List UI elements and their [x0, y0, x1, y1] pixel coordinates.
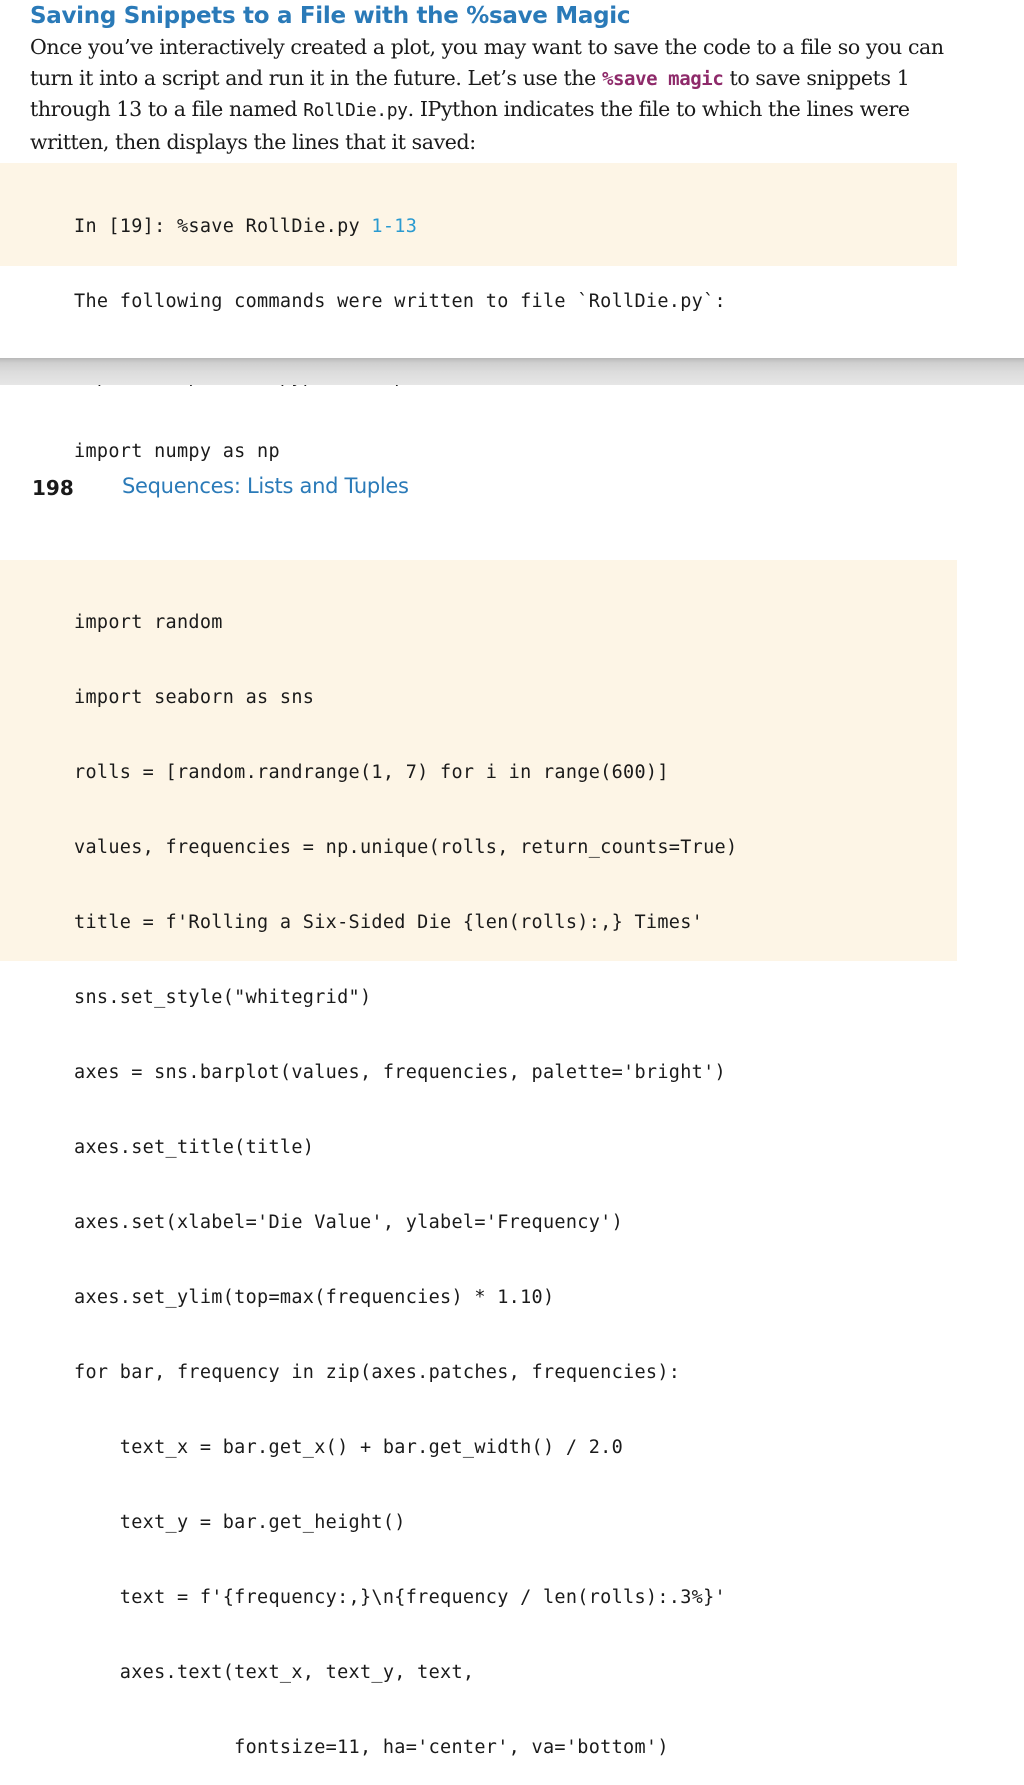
code-line: import random [74, 612, 223, 633]
snippet-range: 1-13 [371, 216, 418, 237]
page-separator [0, 358, 1024, 385]
code-line: text_x = bar.get_x() + bar.get_width() / 2.0 [74, 1437, 624, 1458]
code-line: text_y = bar.get_height() [74, 1512, 406, 1533]
code-line: text = f'{frequency:,}\n{frequency / len(rolls):.3%}' [74, 1587, 726, 1608]
filename-inline-code: RollDie.py [303, 100, 408, 121]
code-line: axes.set_title(title) [74, 1137, 315, 1158]
intro-paragraph [30, 32, 965, 157]
magic-term: %save magic [601, 67, 724, 90]
code-line: axes = sns.barplot(values, frequencies, palette='bright') [74, 1062, 726, 1083]
code-line: rolls = [random.randrange(1, 7) for i in range(600)] [74, 762, 669, 783]
code-line: axes.set(xlabel='Die Value', ylabel='Frequency') [74, 1212, 624, 1233]
chapter-title: Sequences: Lists and Tuples [122, 474, 409, 498]
code-line [74, 214, 957, 239]
page-number: 198 [32, 476, 74, 500]
paragraph-text: . IPython indicates the file to which the lines were written, then displays the lines that it saved: [30, 97, 910, 154]
code-line: title = f'Rolling a Six-Sided Die {len(rolls):,} Times' [74, 912, 704, 933]
code-line: values, frequencies = np.unique(rolls, return_counts=True) [74, 837, 738, 858]
code-block-save-command [0, 163, 957, 462]
code-line: import seaborn as sns [74, 687, 315, 708]
prompt-command: In [19]: %save RollDie.py [74, 216, 372, 237]
code-line: import numpy as np [74, 441, 280, 462]
paragraph-text: to save snippets 1 through 13 to a file named [30, 65, 910, 121]
code-line: fontsize=11, ha='center', va='bottom') [74, 1737, 669, 1758]
paragraph-text: Once you’ve interactively created a plot, you may want to save the code to a file so you can turn it into a script and run it in the future. Let’s use the [30, 35, 944, 90]
code-line: The following commands were written to file `RollDie.py`: [74, 291, 726, 312]
code-line: axes.text(text_x, text_y, text, [74, 1662, 475, 1683]
code-line: axes.set_ylim(top=max(frequencies) * 1.10) [74, 1287, 555, 1308]
code-line: sns.set_style("whitegrid") [74, 987, 372, 1008]
section-heading: Saving Snippets to a File with the %save Magic [30, 3, 631, 29]
code-block-saved-lines [0, 560, 957, 1758]
code-line: for bar, frequency in zip(axes.patches, frequencies): [74, 1362, 681, 1383]
